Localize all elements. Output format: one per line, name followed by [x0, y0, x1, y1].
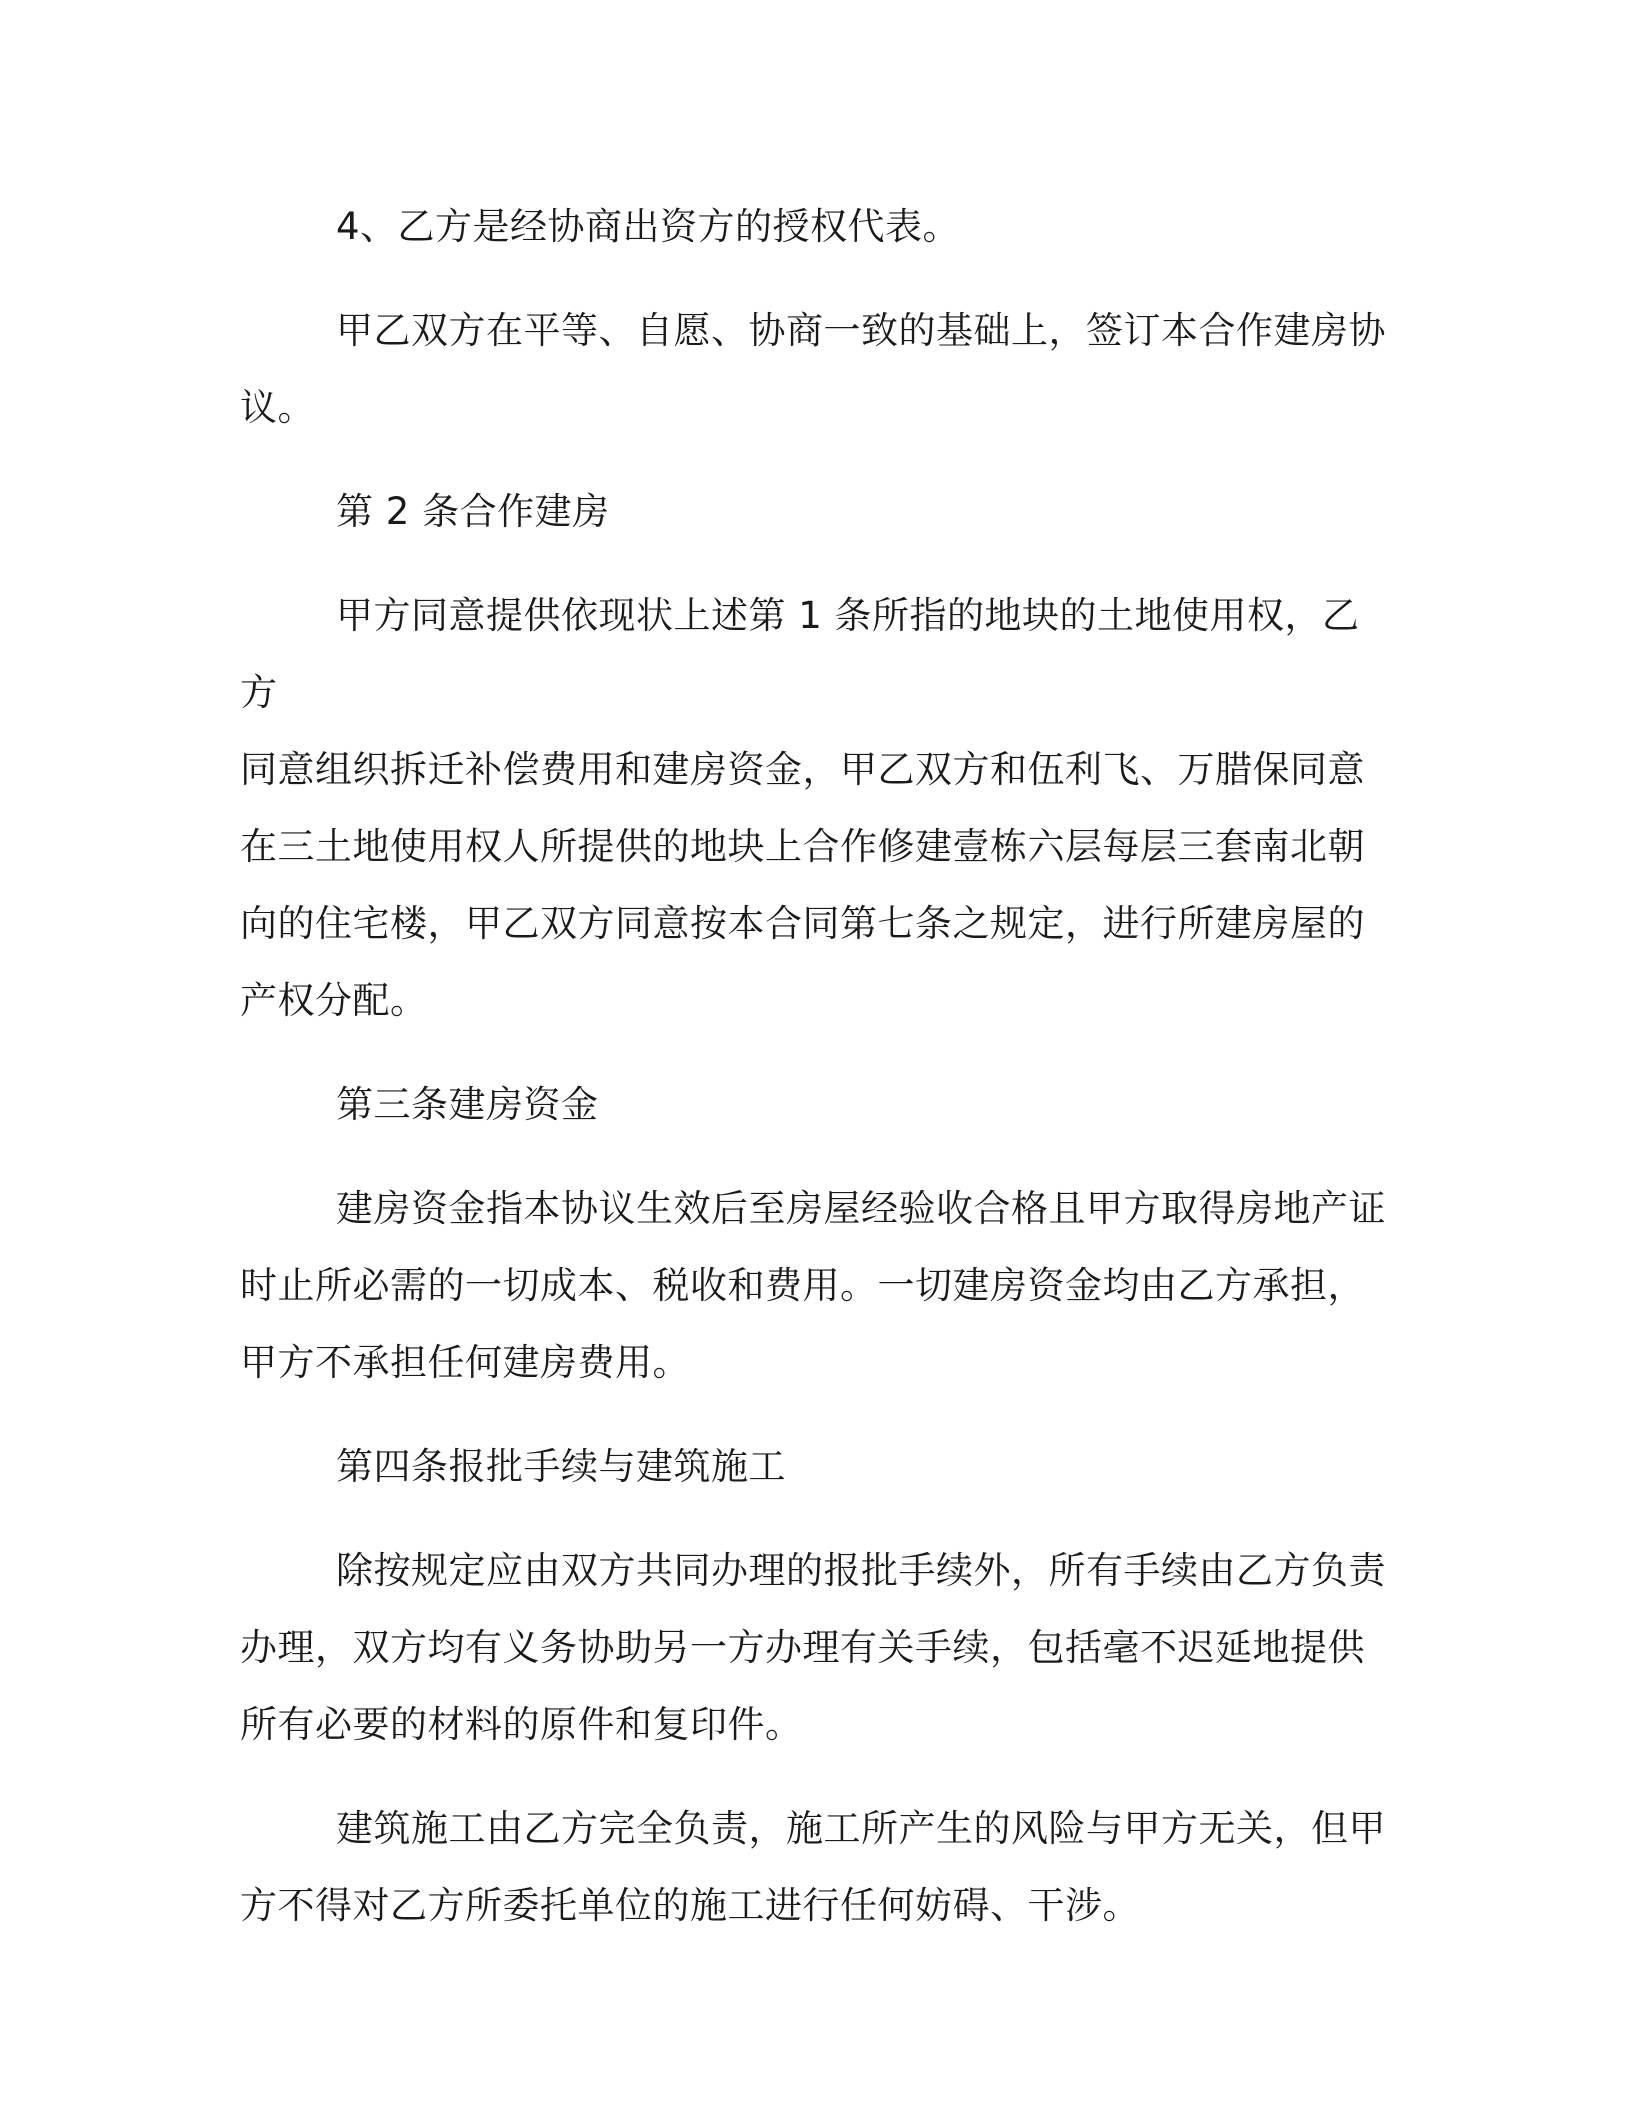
text-line: 同意组织拆迁补偿费用和建房资金，甲乙双方和伍利飞、万腊保同意: [240, 748, 1365, 791]
paragraph-agreement-basis: [240, 292, 1386, 446]
text-line: 甲方不承担任何建房费用。: [240, 1341, 690, 1384]
text-line: 4、乙方是经协商出资方的授权代表。: [336, 205, 961, 248]
text-line: 甲乙双方在平等、自愿、协商一致的基础上，签订本合作建房协: [336, 309, 1386, 352]
section-heading-article-3: [240, 1066, 1386, 1143]
heading-text: 第四条报批手续与建筑施工: [336, 1445, 786, 1488]
text-line: 时止所必需的一切成本、税收和费用。一切建房资金均由乙方承担，: [240, 1264, 1365, 1307]
section-heading-article-4: [240, 1428, 1386, 1505]
text-line: 办理，双方均有义务协助另一方办理有关手续，包括毫不迟延地提供: [240, 1626, 1365, 1669]
text-line: 建房资金指本协议生效后至房屋经验收合格且甲方取得房地产证: [336, 1187, 1386, 1230]
paragraph-article-3-body: [240, 1170, 1386, 1401]
section-heading-article-2: [240, 473, 1386, 550]
document-page: [240, 188, 1386, 1944]
paragraph-article-2-body: [240, 577, 1386, 1039]
heading-text: 第 2 条合作建房: [336, 490, 610, 533]
paragraph-article-4-construction: [240, 1790, 1386, 1944]
text-line: 除按规定应由双方共同办理的报批手续外，所有手续由乙方负责: [336, 1549, 1386, 1592]
heading-text: 第三条建房资金: [336, 1083, 599, 1126]
text-line: 方不得对乙方所委托单位的施工进行任何妨碍、干涉。: [240, 1884, 1140, 1927]
text-line: 产权分配。: [240, 979, 428, 1022]
text-line: 甲方同意提供依现状上述第 1 条所指的地块的土地使用权，乙方: [240, 594, 1360, 714]
text-line: 向的住宅楼，甲乙双方同意按本合同第七条之规定，进行所建房屋的: [240, 902, 1365, 945]
text-line: 在三土地使用权人所提供的地块上合作修建壹栋六层每层三套南北朝: [240, 825, 1365, 868]
text-line: 所有必要的材料的原件和复印件。: [240, 1703, 803, 1746]
paragraph-authorized-representative: [240, 188, 1386, 265]
text-line: 议。: [240, 386, 315, 429]
paragraph-article-4-approval: [240, 1532, 1386, 1763]
text-line: 建筑施工由乙方完全负责，施工所产生的风险与甲方无关，但甲: [336, 1807, 1386, 1850]
